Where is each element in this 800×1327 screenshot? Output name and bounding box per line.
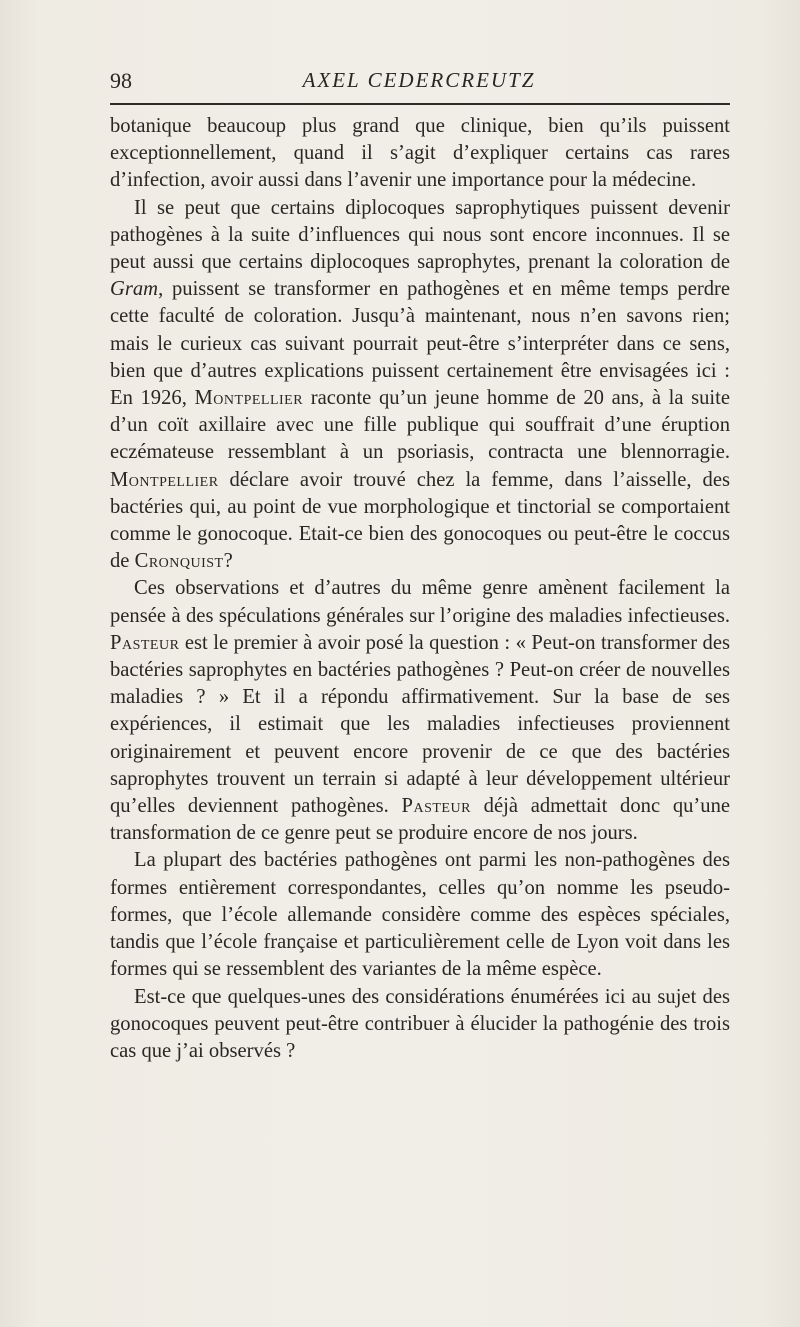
text-run: , puissent se transformer en pathogènes et en même temps perdre cette faculté de coloration. Jusqu’à maintenant, nous n’en savons rien; mais le curieux cas suivant pourrait peut-être s’interpréter dans ce sens, bien que d’autres explications puissent certainement être envisagées ici : En 1926, [110,278,730,410]
text-run: La plupart des bactéries pathogènes ont parmi les non-pathogènes des formes entièrement correspondantes, celles qu’on nomme les pseudo-formes, que l’école allemande considère comme des espèces spéciales, tandis que l’école française et particulièrement celle de Lyon voit dans les formes qui se ressemblent des variantes de la même espèce. [110,849,730,981]
text-run: Est-ce que quelques-unes des considérations énumérées ici au sujet des gonocoques peuvent peut-être contribuer à élucider la pathogénie des trois cas que j’ai observés ? [110,985,730,1062]
paragraph [110,113,730,195]
paragraph [110,195,730,576]
author-name: Cronquist [134,550,224,573]
author-name: Pasteur [401,795,471,818]
page-header [110,62,728,102]
text-run: Ces observations et d’autres du même genre amènent facilement la pensée à des spéculations générales sur l’origine des maladies infectieuses. [110,577,730,627]
text-run: déjà admettait donc qu’une transformation de ce genre peut se produire encore de nos jours. [110,795,731,845]
paragraph [110,575,730,847]
running-head: AXEL CEDERCREUTZ [302,68,536,92]
text-run: raconte qu’un jeune homme de 20 ans, à la suite d’un coït axillaire avec une fille publique qui souffrait d’une éruption eczémateuse ressemblant à un psoriasis, contracta une blennorragie. [110,387,730,464]
text-run: déclare avoir trouvé chez la femme, dans l’aisselle, des bactéries qui, au point de vue morphologique et tinctorial se comportaient comme le gonocoque. Etait-ce bien des gonocoques ou peut-être le coccus de [110,468,730,573]
author-name: Pasteur [110,631,180,654]
body-text [110,113,730,1065]
text-run: est le premier à avoir posé la question : « Peut-on transformer des bactéries saprophytes en bactéries pathogènes ? Peut-on créer de nouvelles maladies ? » Et il a répondu affirmativement. Sur la base de ses expériences, il estimait que les maladies infectieuses proviennent originairement et peuvent encore provenir de ce que des bactéries saprophytes trouvent un terrain si adapté à leur développement ultérieur qu’elles deviennent pathogènes. [110,631,730,818]
header-rule [110,103,730,105]
paragraph [110,847,730,983]
author-name: Montpellier [110,468,219,491]
italic-term: Gram [110,278,159,301]
text-run: ? [223,550,233,573]
page-number: 98 [110,68,132,93]
paragraph [110,984,730,1066]
text-run: Il se peut que certains diplocoques saprophytiques puissent devenir pathogènes à la suite d’influences qui nous sont encore inconnues. Il se peut aussi que certains diplocoques saprophytes, prenant la coloration de [110,196,730,274]
text-run: botanique beaucoup plus grand que clinique, bien qu’ils puissent exceptionnellement, quand il s’agit d’expliquer certains cas rares d’infection, avoir aussi dans l’avenir une importance pour la médecine. [110,115,730,192]
author-name: Montpellier [194,387,304,410]
